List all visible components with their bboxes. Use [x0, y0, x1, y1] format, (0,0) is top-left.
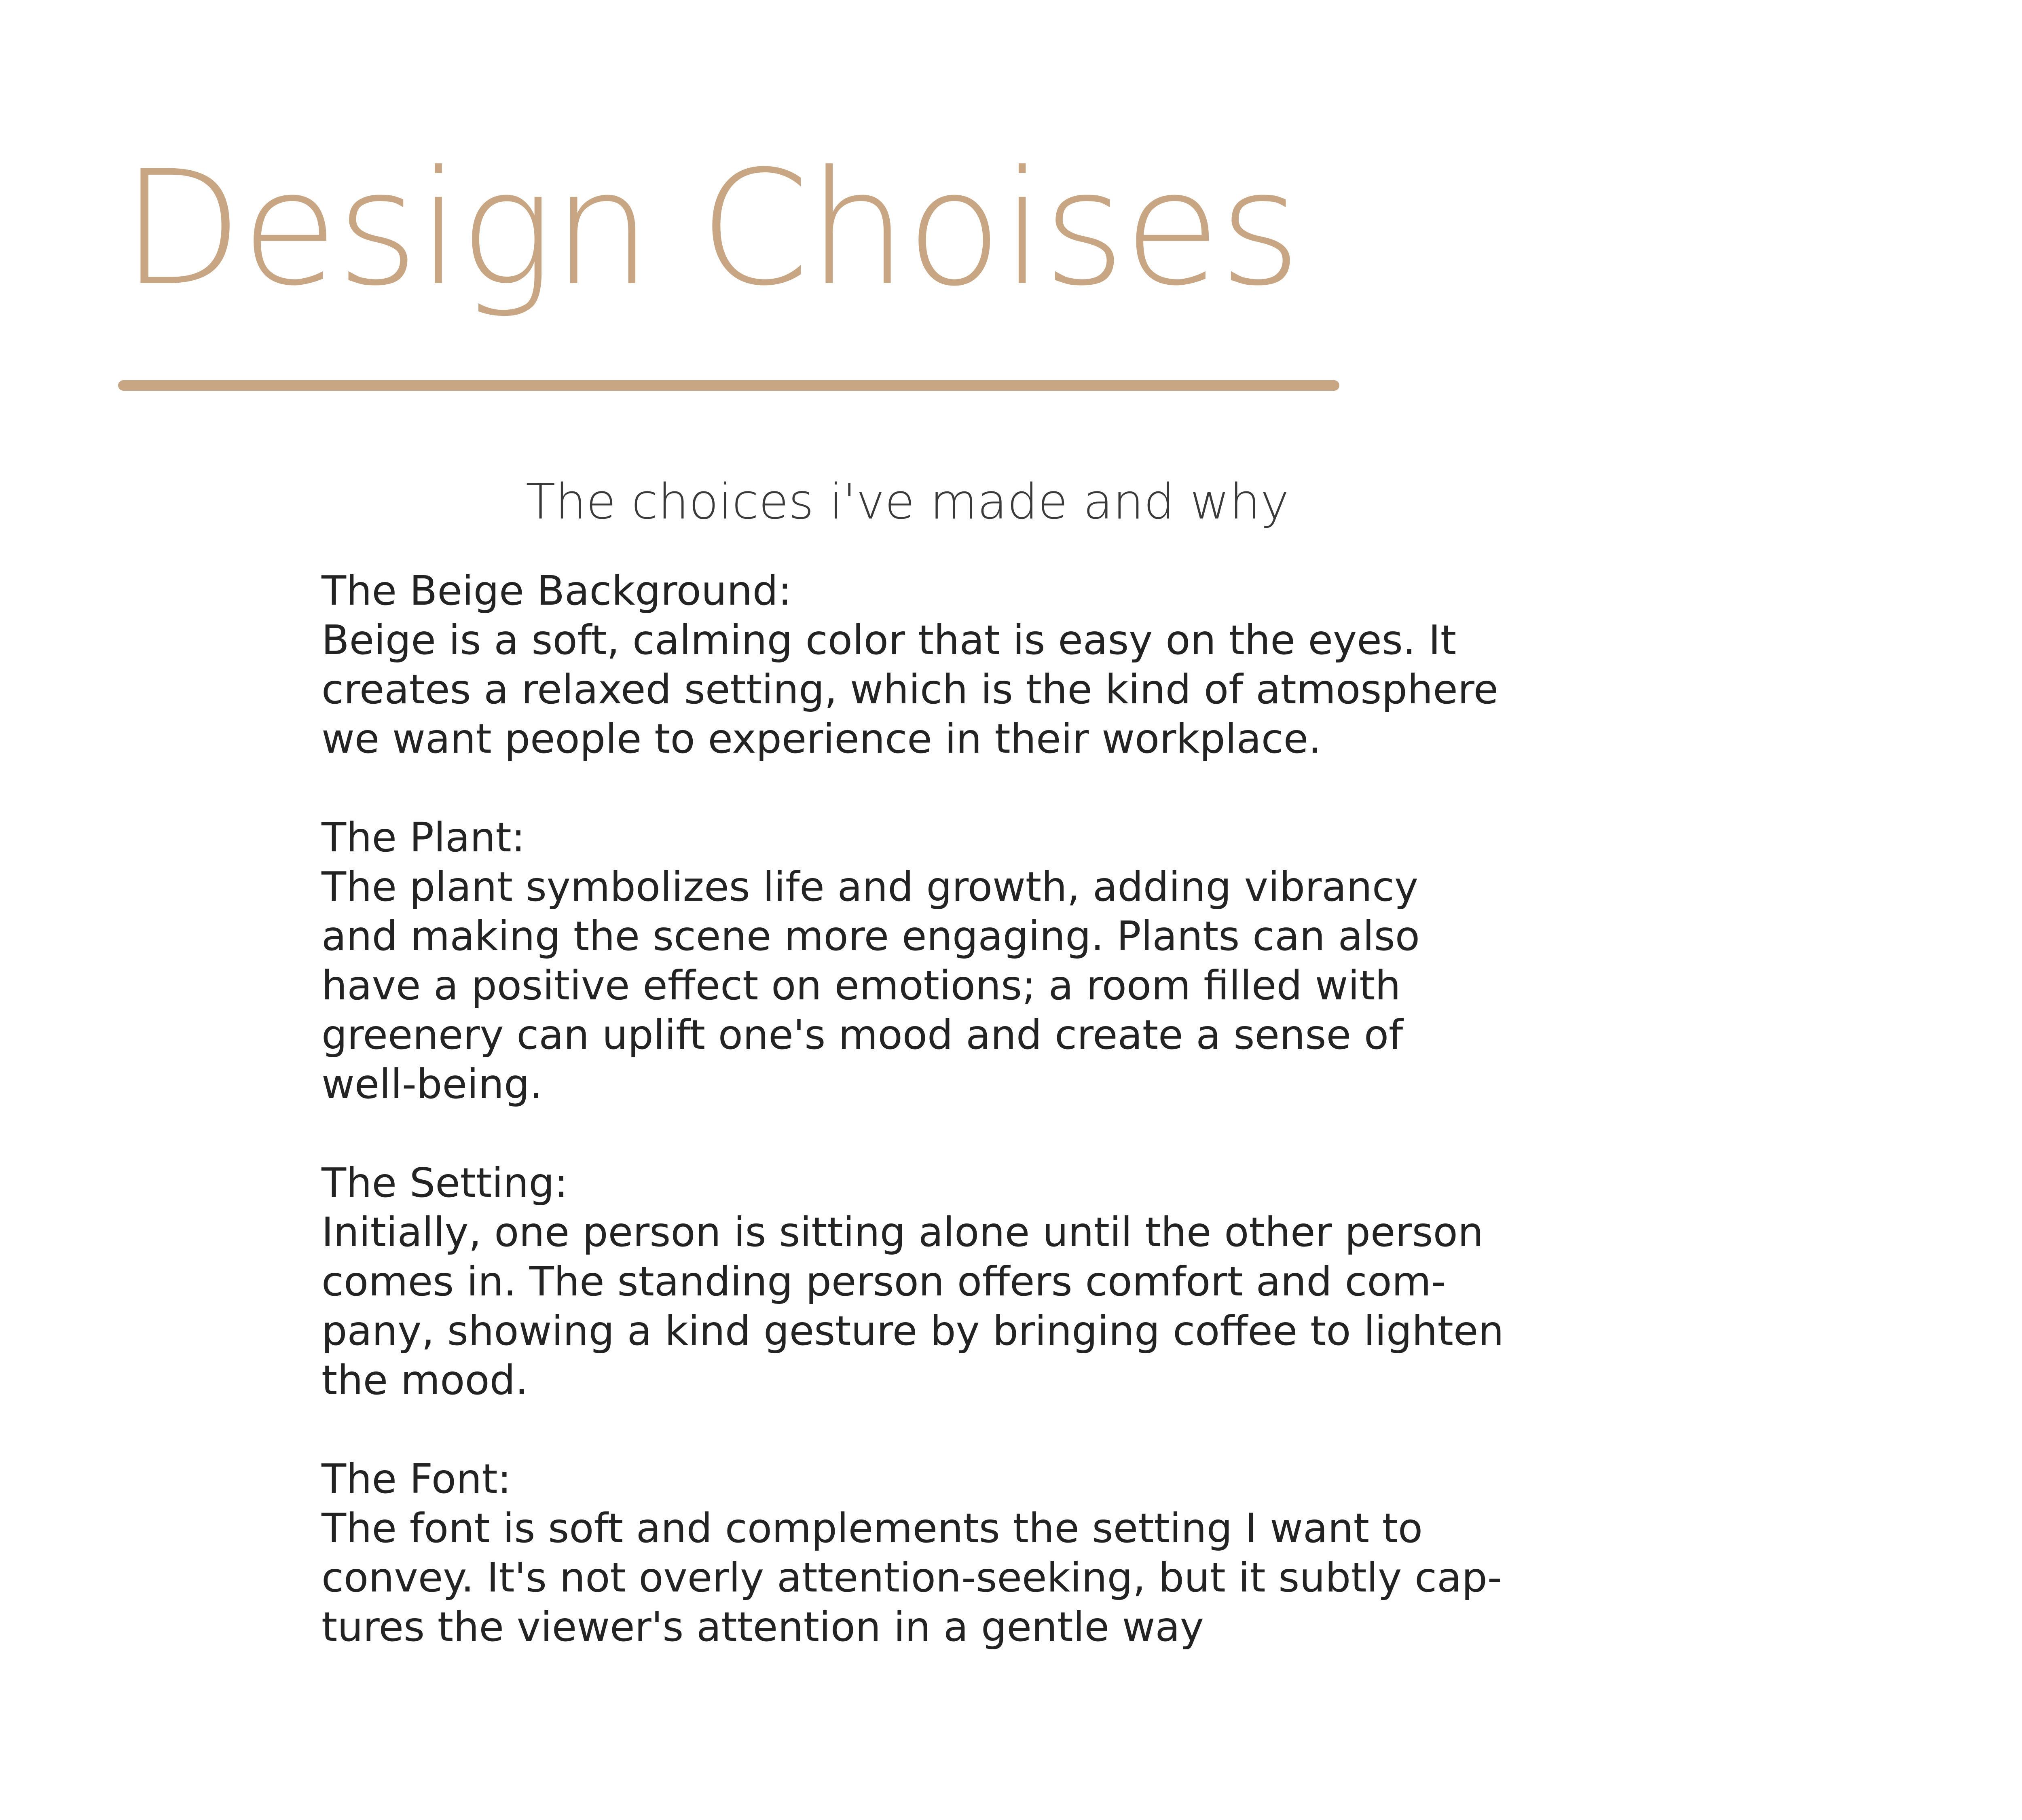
section-line: comes in. The standing person offers comfort and com-: [321, 1258, 1446, 1305]
slide-subtitle: The choices i've made and why: [526, 474, 1289, 530]
section-line: pany, showing a kind gesture by bringing coffee to lighten: [321, 1307, 1504, 1354]
title-underline: [118, 380, 1339, 391]
section-heading: The Setting:: [321, 1159, 568, 1206]
section-line: greenery can uplift one's mood and create a sense of: [321, 1011, 1403, 1058]
section-setting: [321, 1158, 1504, 1405]
section-heading: The Plant:: [321, 814, 525, 861]
section-line: Initially, one person is sitting alone until the other person: [321, 1208, 1484, 1256]
section-font: [321, 1454, 1502, 1652]
section-line: The plant symbolizes life and growth, adding vibrancy: [321, 863, 1419, 910]
section-beige-background: [321, 566, 1499, 764]
section-line: we want people to experience in their workplace.: [321, 715, 1322, 762]
section-line: the mood.: [321, 1357, 528, 1404]
section-heading: The Font:: [321, 1455, 512, 1503]
section-line: have a positive effect on emotions; a room filled with: [321, 962, 1401, 1009]
section-line: The font is soft and complements the setting I want to: [321, 1505, 1423, 1552]
section-line: and making the scene more engaging. Plants can also: [321, 912, 1420, 960]
section-line: Beige is a soft, calming color that is easy on the eyes. It: [321, 616, 1457, 664]
section-heading: The Beige Background:: [321, 567, 792, 614]
section-line: creates a relaxed setting, which is the kind of atmosphere: [321, 666, 1499, 713]
section-line: convey. It's not overly attention-seeking, but it subtly cap-: [321, 1554, 1502, 1601]
design-choices-body: [321, 566, 1504, 1652]
section-plant: [321, 813, 1446, 1109]
section-line: tures the viewer's attention in a gentle way: [321, 1603, 1204, 1651]
slide-title: Design Choises: [121, 137, 1300, 320]
section-line: well-being.: [321, 1060, 543, 1108]
